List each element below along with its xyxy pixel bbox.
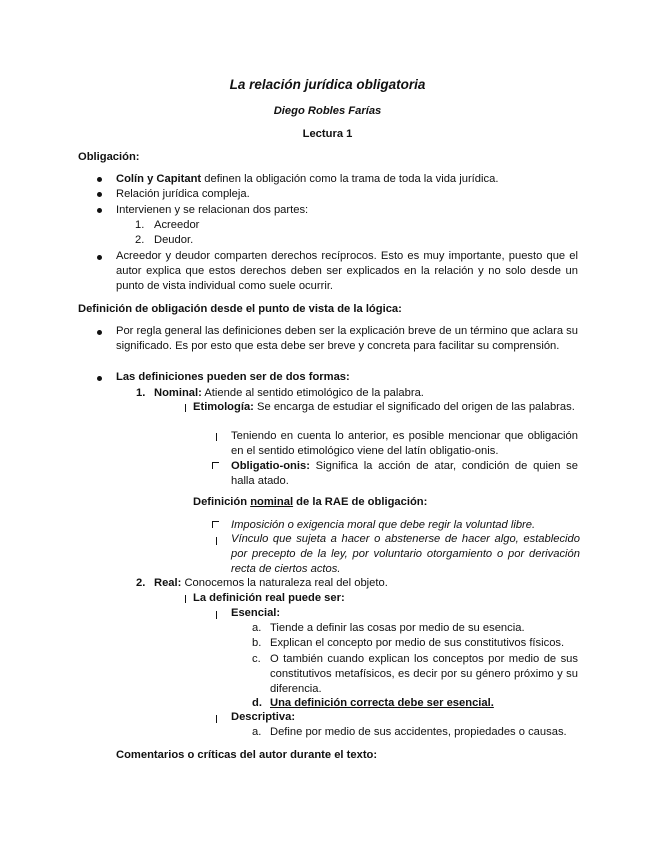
list-item: Intervienen y se relacionan dos partes: — [116, 204, 309, 216]
lecture-label: Lectura 1 — [302, 128, 353, 140]
list-letter: c. — [252, 653, 261, 665]
list-item: Real: Conocemos la naturaleza real del objeto. — [154, 577, 388, 589]
list-item: Imposición o exigencia moral que debe regir la voluntad libre. — [231, 519, 536, 531]
list-number: 2. — [135, 234, 145, 246]
list-item: La definición real puede ser: — [193, 592, 345, 604]
list-number: 1. — [136, 387, 146, 399]
list-number: 1. — [135, 219, 145, 231]
bullet-icon — [185, 404, 186, 412]
document-author: Diego Robles Farías — [273, 105, 382, 117]
bullet-icon — [212, 521, 219, 528]
list-item: Acreedor — [154, 219, 200, 231]
list-letter: d. — [252, 697, 262, 709]
list-letter: a. — [252, 622, 262, 634]
list-item: Acreedor y deudor comparten derechos recíprocos. Esto es muy importante, puesto que el autor explica que estos derechos deben ser explicados en la relación y no solo desde un punto de vista individual como suele ocurrir. — [116, 250, 578, 292]
bullet-icon — [212, 462, 219, 469]
section-heading-obligacion: Obligación: — [78, 151, 140, 163]
rae-heading: Definición nominal de la RAE de obligación: — [193, 496, 428, 508]
bullet-icon — [97, 192, 102, 197]
list-item: Define por medio de sus accidentes, propiedades o causas. — [270, 726, 567, 738]
document-title: La relación jurídica obligatoria — [229, 77, 426, 92]
list-item: Nominal: Atiende al sentido etimológico de la palabra. — [154, 387, 424, 399]
list-item: Una definición correcta debe ser esencial. — [270, 697, 494, 709]
bullet-icon — [216, 537, 217, 545]
bullet-icon — [97, 255, 102, 260]
list-item: Etimología: Se encarga de estudiar el significado del origen de las palabras. — [193, 401, 575, 413]
bullet-icon — [97, 376, 102, 381]
list-item: Teniendo en cuenta lo anterior, es posible mencionar que obligación en el sentido etimológico viene del latín obligatio-onis. — [231, 430, 578, 457]
bullet-icon — [216, 715, 217, 723]
comments-heading: Comentarios o críticas del autor durante el texto: — [116, 749, 378, 761]
bullet-icon — [97, 330, 102, 335]
bullet-icon — [97, 177, 102, 182]
list-item: Relación jurídica compleja. — [116, 188, 250, 200]
list-item: Vínculo que sujeta a hacer o abstenerse de hacer algo, establecido por precepto de la ley, por voluntario otorgamiento o por derivación recta de ciertos actos. — [231, 533, 580, 575]
bullet-icon — [216, 433, 217, 441]
list-item: Explican el concepto por medio de sus constitutivos físicos. — [270, 637, 565, 649]
bullet-icon — [216, 611, 217, 619]
list-item: Deudor. — [154, 234, 194, 246]
bullet-icon — [185, 595, 186, 603]
list-item: Las definiciones pueden ser de dos formas: — [116, 371, 350, 383]
section-heading-logica: Definición de obligación desde el punto de vista de la lógica: — [78, 303, 402, 315]
list-item: Colín y Capitant definen la obligación como la trama de toda la vida jurídica. — [116, 173, 499, 185]
list-item: Descriptiva: — [231, 711, 296, 723]
list-item: Tiende a definir las cosas por medio de su esencia. — [270, 622, 525, 634]
bullet-icon — [97, 208, 102, 213]
list-item: O también cuando explican los conceptos por medio de sus constitutivos metafísicos, es decir por su género próximo y su diferencia. — [270, 653, 578, 695]
list-item: Esencial: — [231, 607, 281, 619]
list-number: 2. — [136, 577, 146, 589]
list-item: Obligatio-onis: Significa la acción de atar, condición de quien se halla atado. — [231, 460, 578, 487]
list-item: Por regla general las definiciones deben ser la explicación breve de un término que aclara su significado. Es por esto que esta debe ser breve y concreta para facilitar su comprensión. — [116, 325, 578, 352]
list-letter: a. — [252, 726, 262, 738]
list-letter: b. — [252, 637, 262, 649]
